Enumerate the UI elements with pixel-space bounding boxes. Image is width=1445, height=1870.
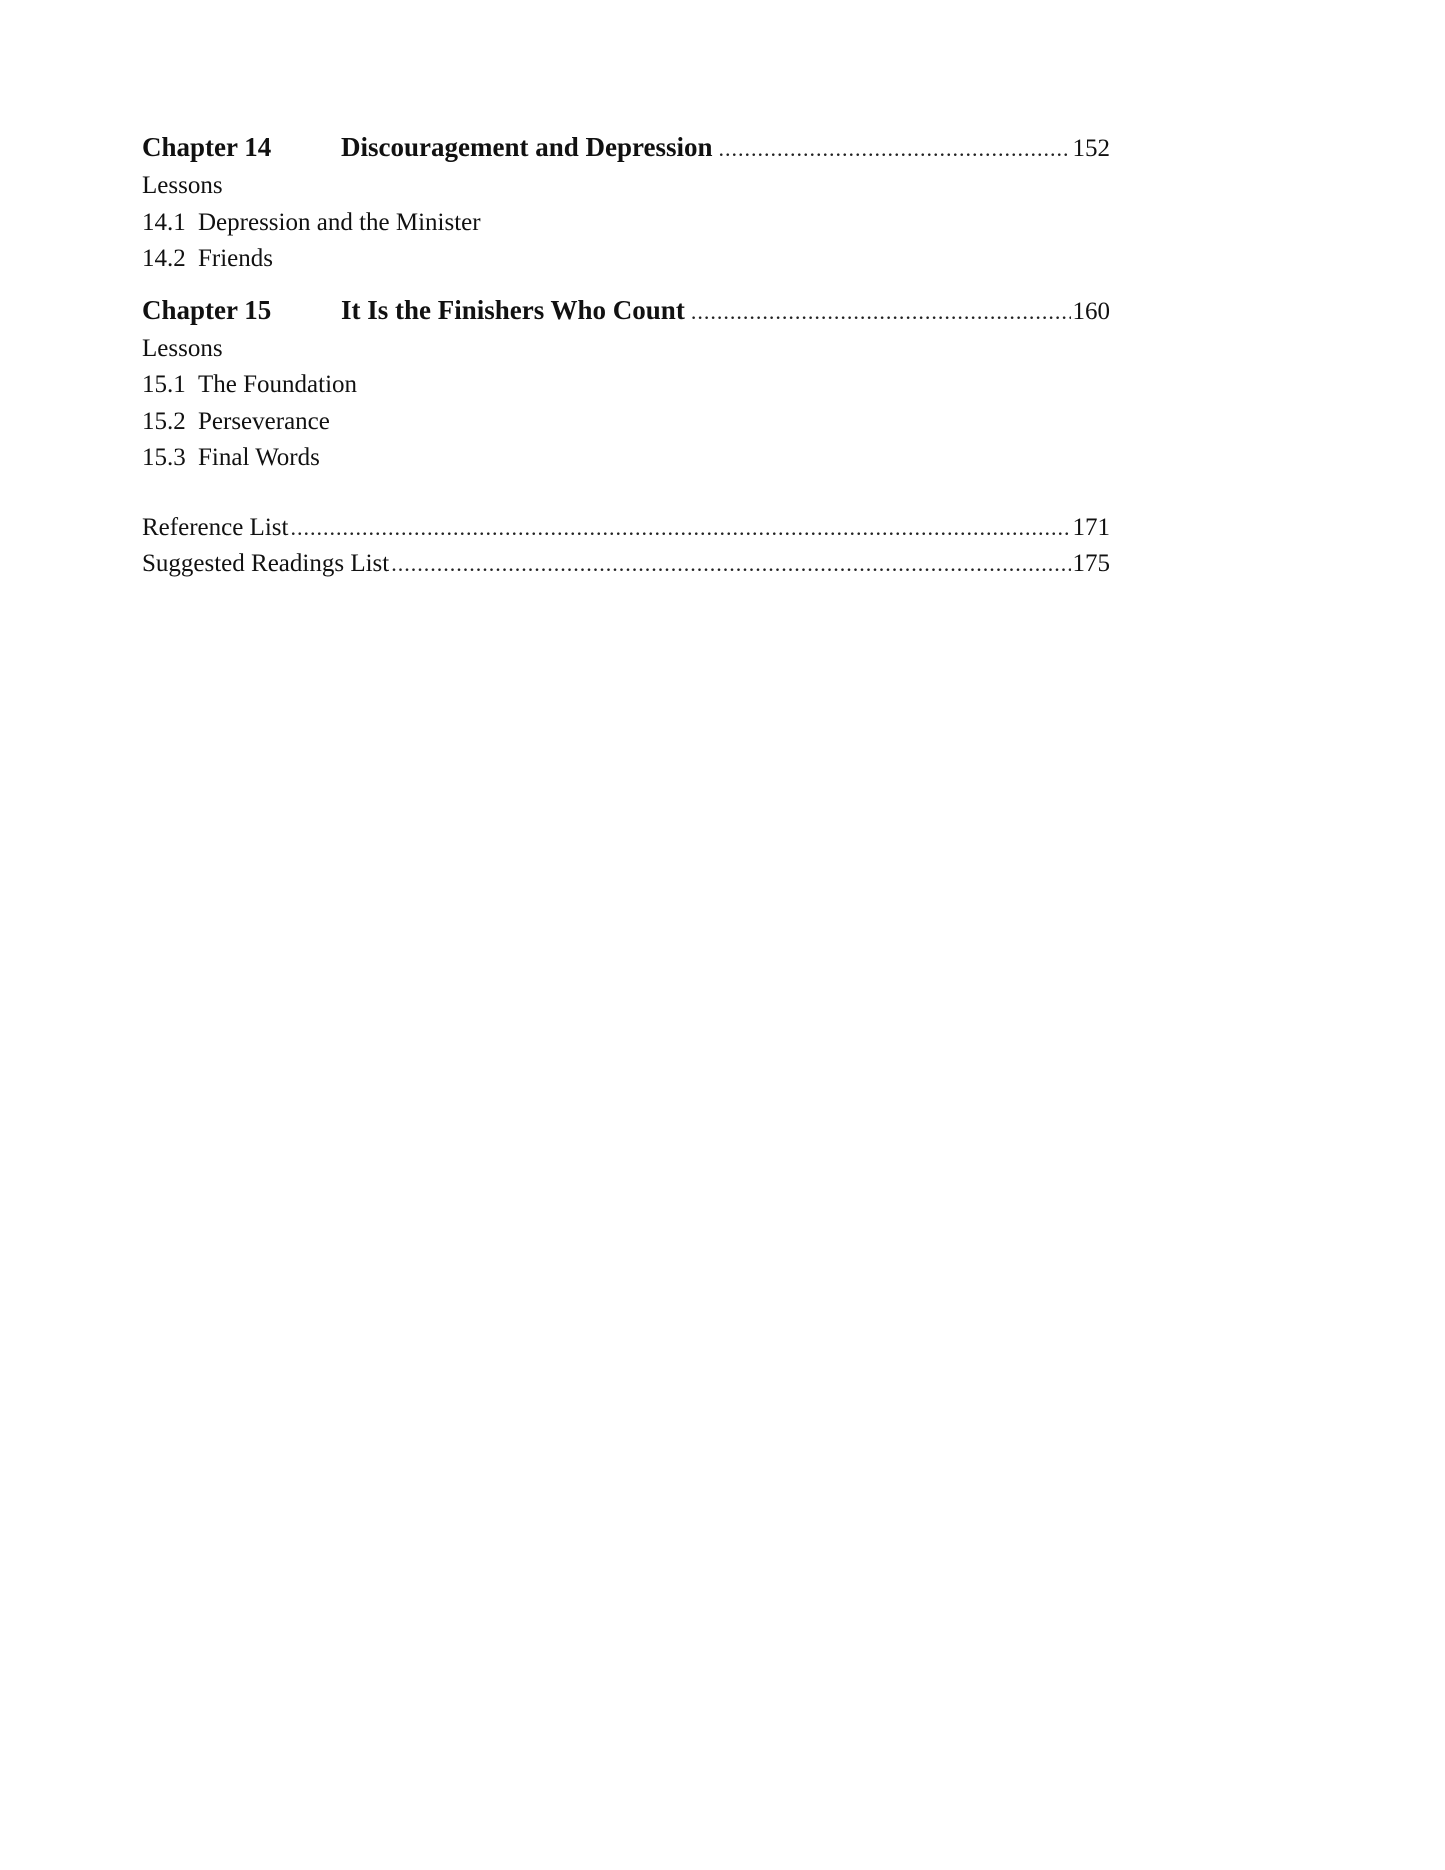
lesson-number: 14.2 — [142, 245, 186, 272]
lesson-title: Perseverance — [198, 407, 330, 435]
lesson-title: Friends — [198, 245, 273, 272]
lesson-number: 15.2 — [142, 407, 186, 435]
chapter-label: Chapter 14 — [142, 132, 272, 162]
lesson-number: 15.1 — [142, 371, 186, 398]
lesson-number: 14.1 — [142, 208, 186, 236]
lessons-heading: Lessons — [142, 172, 223, 199]
lesson-item — [142, 241, 1110, 278]
lessons-heading: Lessons — [142, 334, 223, 362]
page-number: 171 — [1072, 513, 1110, 541]
back-matter-title: Reference List — [142, 513, 289, 541]
lesson-title: Depression and the Minister — [198, 208, 481, 236]
lesson-item — [142, 440, 1110, 477]
lesson-title: Final Words — [198, 444, 320, 471]
table-of-contents — [142, 132, 1110, 587]
chapter-heading-row — [142, 132, 1110, 168]
lesson-number: 15.3 — [142, 444, 186, 471]
page-number: 160 — [1072, 297, 1110, 325]
reference-list-entry — [142, 514, 1110, 551]
chapter-label: Chapter 15 — [142, 294, 272, 325]
dot-leader — [691, 299, 1071, 325]
page-number: 152 — [1072, 135, 1110, 162]
chapter-title: Discouragement and Depression — [341, 132, 713, 162]
chapter-heading-row — [142, 295, 1110, 331]
dot-leader — [719, 136, 1071, 162]
dot-leader — [290, 515, 1070, 541]
chapter-15-entry — [142, 295, 1110, 477]
lesson-item — [142, 404, 1110, 441]
lesson-title: The Foundation — [198, 371, 358, 398]
dot-leader — [391, 551, 1070, 577]
lesson-item — [142, 205, 1110, 242]
suggested-readings-entry — [142, 550, 1110, 587]
lesson-item — [142, 367, 1110, 404]
chapter-14-entry — [142, 132, 1110, 278]
page-number: 175 — [1072, 550, 1110, 577]
back-matter — [142, 514, 1110, 587]
chapter-title: It Is the Finishers Who Count — [341, 294, 685, 325]
back-matter-title: Suggested Readings List — [142, 550, 390, 577]
